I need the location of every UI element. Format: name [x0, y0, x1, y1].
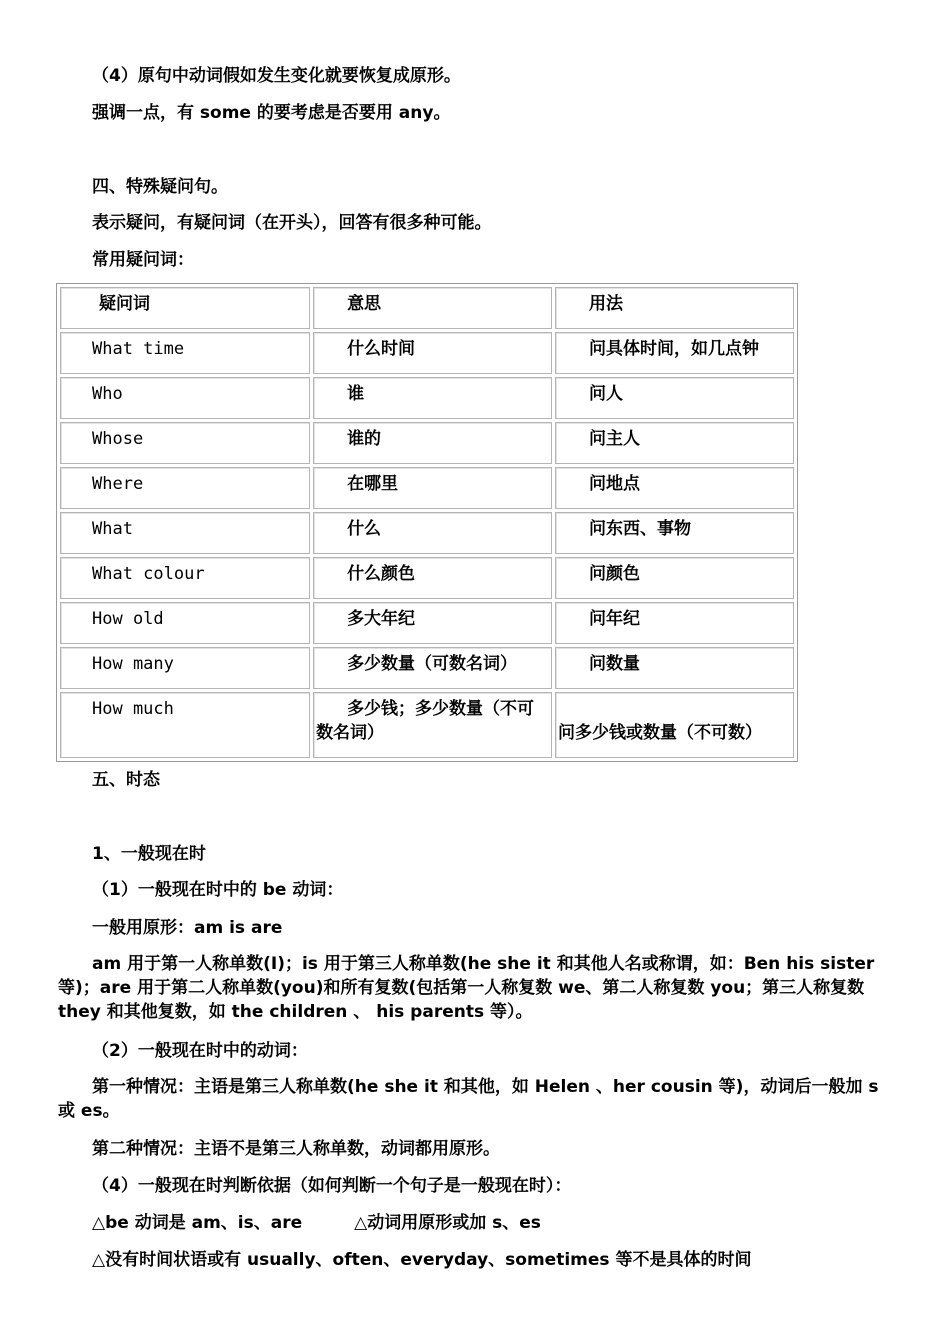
paragraph-third-person: 第一种情况：主语是第三人称单数(he she it 和其他，如 Helen 、her cousin 等)，动词后一般加 s 或 es。 — [58, 1077, 879, 1121]
criteria-verb-form: △动词用原形或加 s、es — [354, 1213, 541, 1233]
cell-usage — [555, 557, 794, 599]
header-cell-usage: 用法 — [555, 287, 794, 329]
table-row — [60, 557, 794, 599]
cell-usage — [555, 332, 794, 374]
cell-usage-text: 问多少钱或数量（不可数） — [558, 723, 763, 743]
cell-question-word: What — [60, 512, 310, 554]
cell-question-word: Where — [60, 467, 310, 509]
cell-meaning-text: 谁的 — [347, 429, 382, 449]
cell-usage — [555, 602, 794, 644]
cell-usage-text: 问人 — [589, 384, 624, 404]
paragraph-be-usage: am 用于第一人称单数(I)；is 用于第三人称单数(he she it 和其他人名或称谓，如：Ben his sister 等)；are 用于第二人称单数(you)和所有复数(包括第一人称复数 we、第二人称复数 you；第三人称复数 they 和其他复数，如 the children 、 his parents 等）。 — [58, 954, 875, 1022]
text-line-be-verbs: （1）一般现在时中的 be 动词： — [92, 880, 344, 900]
table-row — [60, 692, 794, 758]
cell-meaning-text: 多少钱；多少数量（不可数名词） — [316, 699, 535, 743]
criteria-be-verb: △be 动词是 am、is、are — [92, 1213, 303, 1233]
header-cell-meaning: 意思 — [313, 287, 552, 329]
cell-meaning — [313, 602, 552, 644]
cell-usage — [555, 647, 794, 689]
cell-usage-text: 问主人 — [589, 429, 641, 449]
table-row — [60, 332, 794, 374]
table-row — [60, 422, 794, 464]
cell-usage-text: 问具体时间，如几点钟 — [589, 339, 760, 359]
cell-usage-text: 问年纪 — [589, 609, 641, 629]
cell-usage — [555, 467, 794, 509]
text-line-verbs: （2）一般现在时中的动词： — [92, 1041, 308, 1061]
cell-question-word: Whose — [60, 422, 310, 464]
cell-meaning — [313, 647, 552, 689]
cell-question-word: How many — [60, 647, 310, 689]
cell-question-word: How old — [60, 602, 310, 644]
cell-meaning — [313, 467, 552, 509]
cell-meaning-text: 谁 — [347, 384, 365, 404]
table-row — [60, 377, 794, 419]
cell-meaning-text: 多大年纪 — [347, 609, 416, 629]
cell-question-word: What time — [60, 332, 310, 374]
cell-usage-text: 问地点 — [589, 474, 641, 494]
table-row — [60, 602, 794, 644]
text-line-common-words: 常用疑问词： — [92, 250, 194, 270]
cell-meaning-text: 什么时间 — [347, 339, 416, 359]
header-cell-word: 疑问词 — [60, 287, 310, 329]
cell-meaning — [313, 692, 552, 758]
cell-meaning — [313, 557, 552, 599]
cell-usage-text: 问颜色 — [589, 564, 641, 584]
cell-usage — [555, 422, 794, 464]
cell-usage-text: 问数量 — [589, 654, 641, 674]
cell-meaning — [313, 377, 552, 419]
cell-usage-text: 问东西、事物 — [589, 519, 692, 539]
subheading-simple-present: 1、一般现在时 — [92, 844, 206, 864]
cell-meaning-text: 什么 — [347, 519, 382, 539]
text-line-criteria-1 — [92, 1213, 541, 1233]
text-line-restore-verb: （4）原句中动词假如发生变化就要恢复成原形。 — [92, 66, 461, 86]
text-line-base-form: 第二种情况：主语不是第三人称单数，动词都用原形。 — [92, 1139, 500, 1159]
text-line-question-desc: 表示疑问，有疑问词（在开头），回答有很多种可能。 — [92, 213, 492, 233]
table-row — [60, 647, 794, 689]
cell-meaning-text: 多少数量（可数名词） — [347, 654, 518, 674]
text-line-criteria-2: △没有时间状语或有 usually、often、everyday、sometimes 等不是具体的时间 — [92, 1250, 752, 1270]
cell-meaning-text: 在哪里 — [347, 474, 399, 494]
section-heading-special-questions: 四、特殊疑问句。 — [92, 177, 228, 197]
cell-meaning — [313, 332, 552, 374]
text-line-base-forms: 一般用原形：am is are — [92, 918, 283, 938]
text-line-some-any: 强调一点，有 some 的要考虑是否要用 any。 — [92, 103, 451, 123]
table-row — [60, 467, 794, 509]
question-word-table — [56, 283, 798, 762]
cell-usage — [555, 692, 794, 758]
cell-question-word: How much — [60, 692, 310, 758]
cell-usage — [555, 512, 794, 554]
section-heading-tenses: 五、时态 — [92, 770, 160, 790]
table-row — [60, 512, 794, 554]
cell-question-word: What colour — [60, 557, 310, 599]
cell-question-word: Who — [60, 377, 310, 419]
table-header-row — [60, 287, 794, 329]
cell-meaning — [313, 422, 552, 464]
text-line-judgement: （4）一般现在时判断依据（如何判断一个句子是一般现在时）： — [92, 1176, 572, 1196]
cell-meaning — [313, 512, 552, 554]
cell-meaning-text: 什么颜色 — [347, 564, 416, 584]
cell-usage — [555, 377, 794, 419]
